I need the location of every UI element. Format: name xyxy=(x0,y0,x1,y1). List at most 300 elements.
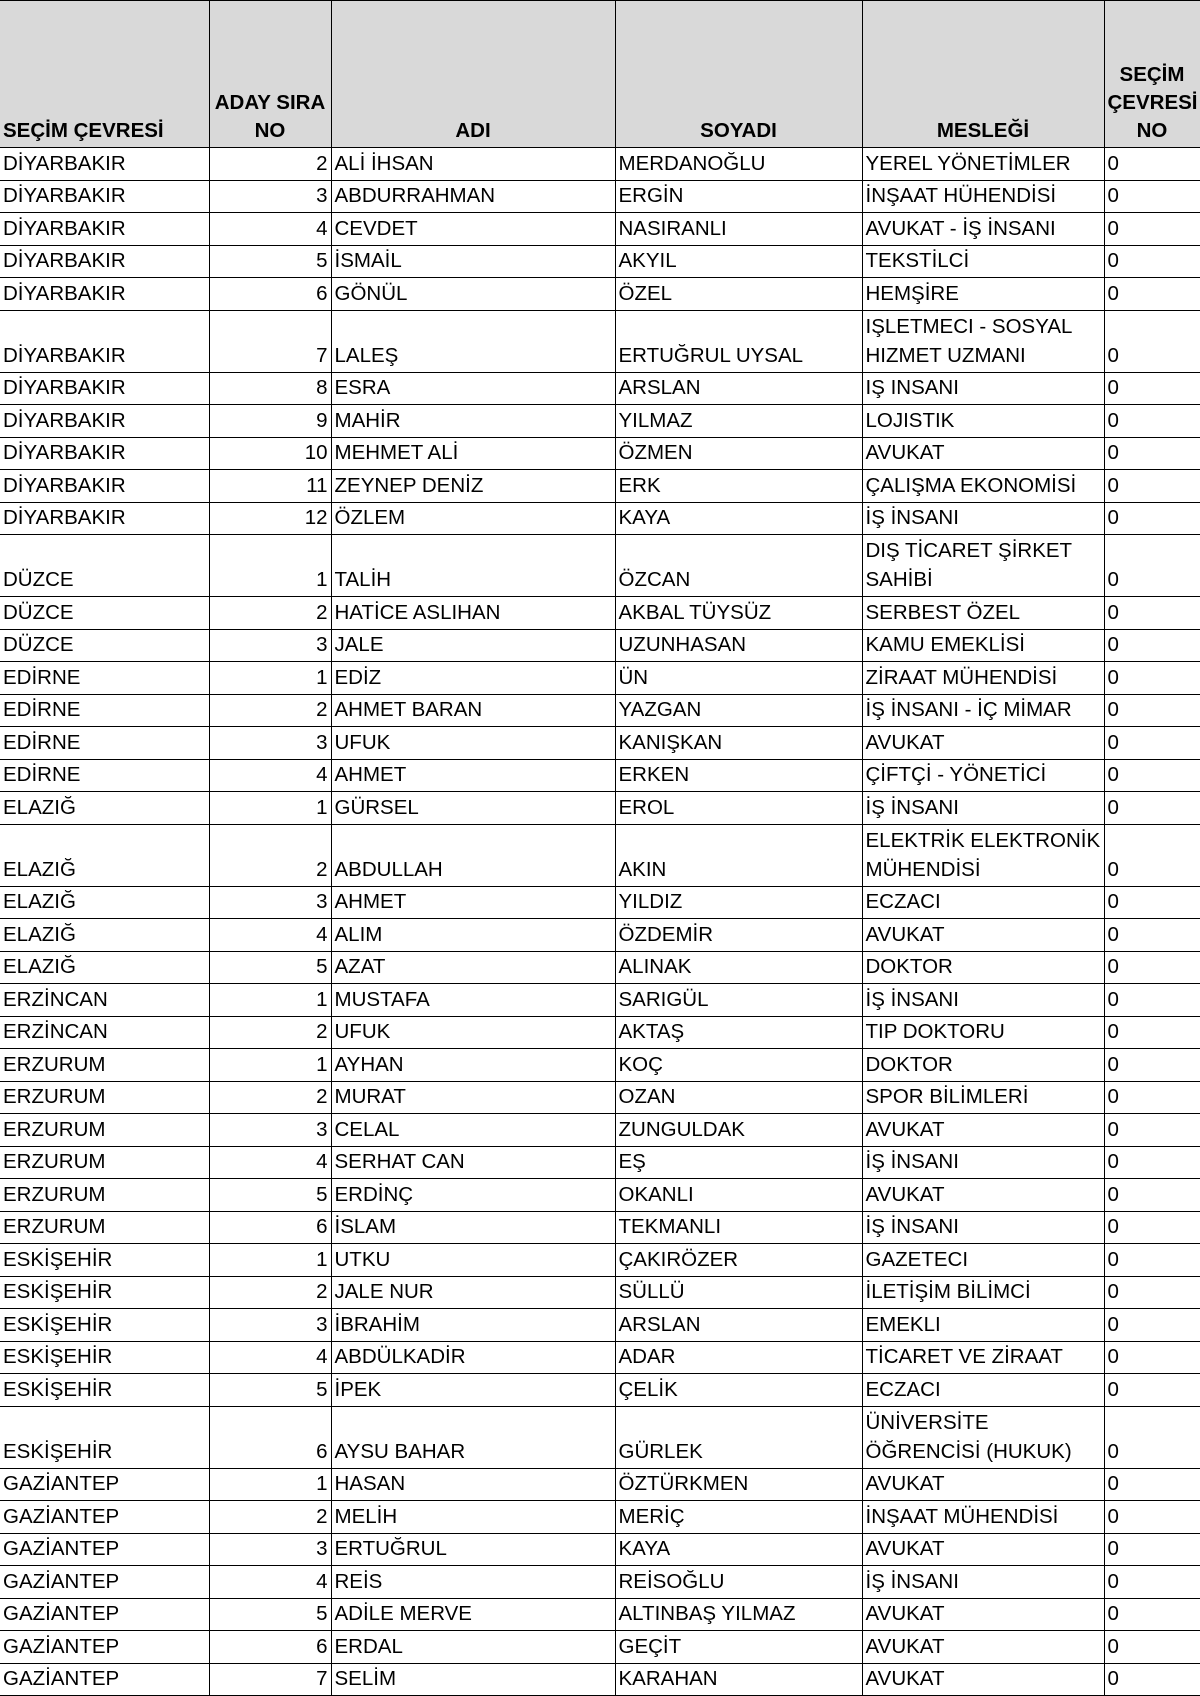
cell-secim-cevresi: ESKİŞEHİR xyxy=(0,1406,209,1468)
header-meslegi: MESLEĞİ xyxy=(862,1,1104,148)
cell-adi: HATİCE ASLIHAN xyxy=(331,597,615,630)
cell-adi: JALE xyxy=(331,629,615,662)
cell-aday-sira-no: 3 xyxy=(209,1114,331,1147)
cell-soyadi: NASIRANLI xyxy=(615,213,862,246)
table-row xyxy=(0,310,1200,372)
table-row xyxy=(0,1179,1200,1212)
table-row xyxy=(0,1114,1200,1147)
table-row xyxy=(0,245,1200,278)
cell-secim-cevresi: ERZİNCAN xyxy=(0,1016,209,1049)
cell-meslegi: LOJISTIK xyxy=(862,405,1104,438)
cell-meslegi: EMEKLI xyxy=(862,1309,1104,1342)
cell-secim-cevresi: ELAZIĞ xyxy=(0,824,209,886)
cell-secim-cevresi: ESKİŞEHİR xyxy=(0,1276,209,1309)
cell-aday-sira-no: 2 xyxy=(209,1016,331,1049)
cell-adi: CELAL xyxy=(331,1114,615,1147)
cell-adi: SERHAT CAN xyxy=(331,1146,615,1179)
cell-adi: AHMET xyxy=(331,886,615,919)
cell-aday-sira-no: 2 xyxy=(209,694,331,727)
cell-aday-sira-no: 4 xyxy=(209,919,331,952)
cell-aday-sira-no: 4 xyxy=(209,1566,331,1599)
cell-soyadi: EROL xyxy=(615,792,862,825)
cell-secim-cevresi-no: 0 xyxy=(1104,148,1200,181)
cell-soyadi: ÇAKIRÖZER xyxy=(615,1244,862,1277)
cell-meslegi: IŞLETMECI - SOSYAL HIZMET UZMANI xyxy=(862,310,1104,372)
cell-aday-sira-no: 5 xyxy=(209,951,331,984)
cell-soyadi: ÖZDEMİR xyxy=(615,919,862,952)
table-row xyxy=(0,372,1200,405)
cell-secim-cevresi: DİYARBAKIR xyxy=(0,502,209,535)
cell-secim-cevresi: EDİRNE xyxy=(0,694,209,727)
cell-secim-cevresi: ESKİŞEHİR xyxy=(0,1309,209,1342)
cell-secim-cevresi-no: 0 xyxy=(1104,792,1200,825)
cell-secim-cevresi-no: 0 xyxy=(1104,1663,1200,1696)
cell-aday-sira-no: 2 xyxy=(209,1501,331,1534)
cell-secim-cevresi-no: 0 xyxy=(1104,213,1200,246)
cell-aday-sira-no: 1 xyxy=(209,792,331,825)
cell-aday-sira-no: 2 xyxy=(209,1081,331,1114)
cell-secim-cevresi: DİYARBAKIR xyxy=(0,437,209,470)
cell-secim-cevresi: DİYARBAKIR xyxy=(0,180,209,213)
cell-secim-cevresi: ERZURUM xyxy=(0,1146,209,1179)
cell-secim-cevresi: ERZURUM xyxy=(0,1211,209,1244)
header-adi: ADI xyxy=(331,1,615,148)
cell-aday-sira-no: 6 xyxy=(209,278,331,311)
cell-aday-sira-no: 1 xyxy=(209,1049,331,1082)
cell-secim-cevresi: DÜZCE xyxy=(0,535,209,597)
cell-soyadi: ARSLAN xyxy=(615,1309,862,1342)
cell-soyadi: ÖZEL xyxy=(615,278,862,311)
cell-adi: ESRA xyxy=(331,372,615,405)
header-soyadi: SOYADI xyxy=(615,1,862,148)
cell-meslegi: ÜNİVERSİTE ÖĞRENCİSİ (HUKUK) xyxy=(862,1406,1104,1468)
cell-secim-cevresi-no: 0 xyxy=(1104,1114,1200,1147)
cell-soyadi: ADAR xyxy=(615,1341,862,1374)
cell-secim-cevresi-no: 0 xyxy=(1104,727,1200,760)
cell-soyadi: TEKMANLI xyxy=(615,1211,862,1244)
cell-meslegi: DIŞ TİCARET ŞİRKET SAHİBİ xyxy=(862,535,1104,597)
cell-meslegi: AVUKAT xyxy=(862,919,1104,952)
cell-adi: MAHİR xyxy=(331,405,615,438)
cell-meslegi: ECZACI xyxy=(862,1374,1104,1407)
cell-adi: LALEŞ xyxy=(331,310,615,372)
cell-adi: ABDURRAHMAN xyxy=(331,180,615,213)
header-secim-cevresi-no: SEÇİM ÇEVRESİ NO xyxy=(1104,1,1200,148)
cell-adi: JALE NUR xyxy=(331,1276,615,1309)
table-row xyxy=(0,1244,1200,1277)
cell-soyadi: ERK xyxy=(615,470,862,503)
cell-aday-sira-no: 5 xyxy=(209,1598,331,1631)
cell-secim-cevresi: DÜZCE xyxy=(0,597,209,630)
table-row xyxy=(0,1663,1200,1696)
cell-aday-sira-no: 3 xyxy=(209,629,331,662)
table-row xyxy=(0,951,1200,984)
cell-secim-cevresi: DİYARBAKIR xyxy=(0,278,209,311)
cell-soyadi: ÖZCAN xyxy=(615,535,862,597)
cell-secim-cevresi-no: 0 xyxy=(1104,597,1200,630)
cell-soyadi: ARSLAN xyxy=(615,372,862,405)
cell-soyadi: ERTUĞRUL UYSAL xyxy=(615,310,862,372)
cell-soyadi: ÖZMEN xyxy=(615,437,862,470)
cell-secim-cevresi-no: 0 xyxy=(1104,278,1200,311)
cell-secim-cevresi: ELAZIĞ xyxy=(0,951,209,984)
cell-soyadi: ZUNGULDAK xyxy=(615,1114,862,1147)
cell-secim-cevresi-no: 0 xyxy=(1104,984,1200,1017)
table-row xyxy=(0,213,1200,246)
cell-adi: UFUK xyxy=(331,727,615,760)
cell-adi: AHMET BARAN xyxy=(331,694,615,727)
cell-adi: SELİM xyxy=(331,1663,615,1696)
table-row xyxy=(0,437,1200,470)
table-row xyxy=(0,727,1200,760)
table-row xyxy=(0,597,1200,630)
cell-adi: ERTUĞRUL xyxy=(331,1533,615,1566)
cell-soyadi: EŞ xyxy=(615,1146,862,1179)
cell-secim-cevresi: ELAZIĞ xyxy=(0,886,209,919)
cell-secim-cevresi-no: 0 xyxy=(1104,502,1200,535)
cell-soyadi: GÜRLEK xyxy=(615,1406,862,1468)
cell-secim-cevresi-no: 0 xyxy=(1104,1016,1200,1049)
cell-aday-sira-no: 1 xyxy=(209,662,331,695)
cell-meslegi: İŞ İNSANI xyxy=(862,984,1104,1017)
cell-meslegi: AVUKAT xyxy=(862,1533,1104,1566)
cell-adi: ALIM xyxy=(331,919,615,952)
cell-meslegi: AVUKAT xyxy=(862,1114,1104,1147)
cell-meslegi: AVUKAT xyxy=(862,1468,1104,1501)
cell-aday-sira-no: 6 xyxy=(209,1211,331,1244)
cell-adi: AYHAN xyxy=(331,1049,615,1082)
table-row xyxy=(0,1406,1200,1468)
cell-aday-sira-no: 2 xyxy=(209,597,331,630)
cell-meslegi: AVUKAT xyxy=(862,1663,1104,1696)
cell-secim-cevresi-no: 0 xyxy=(1104,470,1200,503)
cell-aday-sira-no: 3 xyxy=(209,180,331,213)
cell-aday-sira-no: 5 xyxy=(209,1179,331,1212)
cell-meslegi: İŞ İNSANI xyxy=(862,1566,1104,1599)
cell-adi: MURAT xyxy=(331,1081,615,1114)
cell-aday-sira-no: 10 xyxy=(209,437,331,470)
cell-secim-cevresi-no: 0 xyxy=(1104,310,1200,372)
cell-meslegi: SERBEST ÖZEL xyxy=(862,597,1104,630)
cell-soyadi: SÜLLÜ xyxy=(615,1276,862,1309)
table-row xyxy=(0,1276,1200,1309)
cell-secim-cevresi: DÜZCE xyxy=(0,629,209,662)
cell-aday-sira-no: 11 xyxy=(209,470,331,503)
cell-adi: ALİ İHSAN xyxy=(331,148,615,181)
cell-aday-sira-no: 2 xyxy=(209,824,331,886)
cell-aday-sira-no: 7 xyxy=(209,310,331,372)
cell-secim-cevresi: GAZİANTEP xyxy=(0,1501,209,1534)
cell-adi: ERDİNÇ xyxy=(331,1179,615,1212)
table-row xyxy=(0,1631,1200,1664)
cell-secim-cevresi-no: 0 xyxy=(1104,1501,1200,1534)
header-aday-sira-no: ADAY SIRA NO xyxy=(209,1,331,148)
cell-meslegi: ÇİFTÇİ - YÖNETİCİ xyxy=(862,759,1104,792)
cell-secim-cevresi-no: 0 xyxy=(1104,1598,1200,1631)
cell-meslegi: AVUKAT xyxy=(862,1179,1104,1212)
cell-meslegi: AVUKAT xyxy=(862,1631,1104,1664)
cell-soyadi: MERİÇ xyxy=(615,1501,862,1534)
cell-aday-sira-no: 3 xyxy=(209,886,331,919)
table-row xyxy=(0,1016,1200,1049)
cell-secim-cevresi: DİYARBAKIR xyxy=(0,245,209,278)
cell-secim-cevresi-no: 0 xyxy=(1104,951,1200,984)
cell-soyadi: KAYA xyxy=(615,1533,862,1566)
cell-adi: MELİH xyxy=(331,1501,615,1534)
table-row xyxy=(0,759,1200,792)
cell-aday-sira-no: 7 xyxy=(209,1663,331,1696)
cell-secim-cevresi: DİYARBAKIR xyxy=(0,310,209,372)
cell-aday-sira-no: 5 xyxy=(209,245,331,278)
cell-secim-cevresi-no: 0 xyxy=(1104,1468,1200,1501)
table-row xyxy=(0,662,1200,695)
table-row xyxy=(0,502,1200,535)
cell-secim-cevresi: ERZURUM xyxy=(0,1049,209,1082)
cell-adi: İPEK xyxy=(331,1374,615,1407)
cell-secim-cevresi: GAZİANTEP xyxy=(0,1631,209,1664)
cell-aday-sira-no: 2 xyxy=(209,148,331,181)
cell-meslegi: SPOR BİLİMLERİ xyxy=(862,1081,1104,1114)
cell-secim-cevresi: DİYARBAKIR xyxy=(0,470,209,503)
cell-meslegi: IŞ INSANI xyxy=(862,372,1104,405)
cell-secim-cevresi: DİYARBAKIR xyxy=(0,405,209,438)
cell-secim-cevresi: DİYARBAKIR xyxy=(0,213,209,246)
table-row xyxy=(0,1211,1200,1244)
cell-soyadi: UZUNHASAN xyxy=(615,629,862,662)
cell-aday-sira-no: 9 xyxy=(209,405,331,438)
cell-meslegi: DOKTOR xyxy=(862,951,1104,984)
cell-aday-sira-no: 1 xyxy=(209,1244,331,1277)
cell-aday-sira-no: 2 xyxy=(209,1276,331,1309)
table-row xyxy=(0,1598,1200,1631)
cell-meslegi: İŞ İNSANI xyxy=(862,1211,1104,1244)
cell-secim-cevresi-no: 0 xyxy=(1104,180,1200,213)
cell-aday-sira-no: 12 xyxy=(209,502,331,535)
cell-secim-cevresi: ELAZIĞ xyxy=(0,792,209,825)
cell-secim-cevresi: ERZİNCAN xyxy=(0,984,209,1017)
cell-aday-sira-no: 5 xyxy=(209,1374,331,1407)
cell-secim-cevresi-no: 0 xyxy=(1104,1276,1200,1309)
table-row xyxy=(0,1309,1200,1342)
cell-secim-cevresi-no: 0 xyxy=(1104,759,1200,792)
header-row xyxy=(0,1,1200,148)
cell-aday-sira-no: 4 xyxy=(209,1146,331,1179)
table-row xyxy=(0,1341,1200,1374)
table-body xyxy=(0,148,1200,1696)
table-row xyxy=(0,1501,1200,1534)
cell-soyadi: KANIŞKAN xyxy=(615,727,862,760)
cell-aday-sira-no: 3 xyxy=(209,1533,331,1566)
cell-adi: REİS xyxy=(331,1566,615,1599)
cell-secim-cevresi-no: 0 xyxy=(1104,405,1200,438)
cell-adi: GÜRSEL xyxy=(331,792,615,825)
cell-adi: GÖNÜL xyxy=(331,278,615,311)
table-row xyxy=(0,1374,1200,1407)
cell-soyadi: KAYA xyxy=(615,502,862,535)
cell-aday-sira-no: 3 xyxy=(209,727,331,760)
cell-soyadi: KARAHAN xyxy=(615,1663,862,1696)
cell-aday-sira-no: 6 xyxy=(209,1406,331,1468)
cell-meslegi: İLETİŞİM BİLİMCİ xyxy=(862,1276,1104,1309)
cell-secim-cevresi: GAZİANTEP xyxy=(0,1598,209,1631)
cell-meslegi: İŞ İNSANI xyxy=(862,1146,1104,1179)
cell-secim-cevresi-no: 0 xyxy=(1104,1406,1200,1468)
cell-soyadi: YILMAZ xyxy=(615,405,862,438)
cell-secim-cevresi: EDİRNE xyxy=(0,662,209,695)
cell-secim-cevresi: GAZİANTEP xyxy=(0,1533,209,1566)
cell-secim-cevresi-no: 0 xyxy=(1104,1631,1200,1664)
table-row xyxy=(0,694,1200,727)
cell-aday-sira-no: 1 xyxy=(209,984,331,1017)
cell-meslegi: İŞ İNSANI - İÇ MİMAR xyxy=(862,694,1104,727)
cell-aday-sira-no: 4 xyxy=(209,1341,331,1374)
cell-secim-cevresi-no: 0 xyxy=(1104,245,1200,278)
cell-aday-sira-no: 1 xyxy=(209,535,331,597)
cell-soyadi: GEÇİT xyxy=(615,1631,862,1664)
cell-meslegi: YEREL YÖNETİMLER xyxy=(862,148,1104,181)
cell-secim-cevresi-no: 0 xyxy=(1104,437,1200,470)
cell-meslegi: DOKTOR xyxy=(862,1049,1104,1082)
cell-secim-cevresi-no: 0 xyxy=(1104,1049,1200,1082)
cell-soyadi: OKANLI xyxy=(615,1179,862,1212)
cell-secim-cevresi: ERZURUM xyxy=(0,1081,209,1114)
cell-soyadi: OZAN xyxy=(615,1081,862,1114)
cell-meslegi: KAMU EMEKLİSİ xyxy=(862,629,1104,662)
table-row xyxy=(0,470,1200,503)
cell-adi: ADİLE MERVE xyxy=(331,1598,615,1631)
cell-meslegi: İŞ İNSANI xyxy=(862,502,1104,535)
cell-adi: ABDULLAH xyxy=(331,824,615,886)
cell-secim-cevresi-no: 0 xyxy=(1104,1211,1200,1244)
cell-secim-cevresi: DİYARBAKIR xyxy=(0,148,209,181)
cell-secim-cevresi: ERZURUM xyxy=(0,1179,209,1212)
cell-soyadi: KOÇ xyxy=(615,1049,862,1082)
cell-adi: İSLAM xyxy=(331,1211,615,1244)
cell-adi: MUSTAFA xyxy=(331,984,615,1017)
cell-soyadi: REİSOĞLU xyxy=(615,1566,862,1599)
cell-secim-cevresi-no: 0 xyxy=(1104,662,1200,695)
cell-secim-cevresi-no: 0 xyxy=(1104,1081,1200,1114)
cell-meslegi: TİCARET VE ZİRAAT xyxy=(862,1341,1104,1374)
cell-soyadi: AKYIL xyxy=(615,245,862,278)
table-row xyxy=(0,1146,1200,1179)
cell-meslegi: GAZETECI xyxy=(862,1244,1104,1277)
cell-secim-cevresi: EDİRNE xyxy=(0,727,209,760)
cell-adi: ABDÜLKADİR xyxy=(331,1341,615,1374)
cell-soyadi: MERDANOĞLU xyxy=(615,148,862,181)
table-row xyxy=(0,1049,1200,1082)
table-row xyxy=(0,886,1200,919)
cell-aday-sira-no: 4 xyxy=(209,759,331,792)
cell-soyadi: ALTINBAŞ YILMAZ xyxy=(615,1598,862,1631)
cell-secim-cevresi-no: 0 xyxy=(1104,372,1200,405)
header-secim-cevresi: SEÇİM ÇEVRESİ xyxy=(0,1,209,148)
cell-meslegi: TEKSTİLCİ xyxy=(862,245,1104,278)
cell-meslegi: HEMŞİRE xyxy=(862,278,1104,311)
cell-meslegi: AVUKAT xyxy=(862,727,1104,760)
cell-secim-cevresi: GAZİANTEP xyxy=(0,1468,209,1501)
cell-soyadi: SARIGÜL xyxy=(615,984,862,1017)
cell-adi: İBRAHİM xyxy=(331,1309,615,1342)
cell-soyadi: ALINAK xyxy=(615,951,862,984)
table-row xyxy=(0,792,1200,825)
cell-meslegi: ELEKTRİK ELEKTRONİK MÜHENDİSİ xyxy=(862,824,1104,886)
cell-meslegi: ECZACI xyxy=(862,886,1104,919)
cell-secim-cevresi: ERZURUM xyxy=(0,1114,209,1147)
cell-adi: AHMET xyxy=(331,759,615,792)
table-row xyxy=(0,180,1200,213)
cell-secim-cevresi-no: 0 xyxy=(1104,1244,1200,1277)
cell-adi: UFUK xyxy=(331,1016,615,1049)
table-row xyxy=(0,1081,1200,1114)
cell-secim-cevresi-no: 0 xyxy=(1104,629,1200,662)
cell-meslegi: AVUKAT xyxy=(862,437,1104,470)
cell-adi: MEHMET ALİ xyxy=(331,437,615,470)
cell-soyadi: AKTAŞ xyxy=(615,1016,862,1049)
cell-soyadi: ÜN xyxy=(615,662,862,695)
table-row xyxy=(0,1566,1200,1599)
cell-meslegi: İNŞAAT MÜHENDİSİ xyxy=(862,1501,1104,1534)
cell-soyadi: ERGİN xyxy=(615,180,862,213)
table-row xyxy=(0,535,1200,597)
cell-secim-cevresi-no: 0 xyxy=(1104,1374,1200,1407)
cell-adi: AZAT xyxy=(331,951,615,984)
cell-secim-cevresi: DİYARBAKIR xyxy=(0,372,209,405)
cell-meslegi: ÇALIŞMA EKONOMİSİ xyxy=(862,470,1104,503)
table-row xyxy=(0,919,1200,952)
cell-secim-cevresi-no: 0 xyxy=(1104,1566,1200,1599)
cell-adi: AYSU BAHAR xyxy=(331,1406,615,1468)
table-row xyxy=(0,405,1200,438)
cell-secim-cevresi: ESKİŞEHİR xyxy=(0,1374,209,1407)
cell-adi: EDİZ xyxy=(331,662,615,695)
cell-secim-cevresi-no: 0 xyxy=(1104,535,1200,597)
cell-aday-sira-no: 1 xyxy=(209,1468,331,1501)
cell-soyadi: AKIN xyxy=(615,824,862,886)
cell-aday-sira-no: 4 xyxy=(209,213,331,246)
table-row xyxy=(0,824,1200,886)
cell-secim-cevresi-no: 0 xyxy=(1104,1341,1200,1374)
cell-soyadi: ÇELİK xyxy=(615,1374,862,1407)
cell-secim-cevresi-no: 0 xyxy=(1104,824,1200,886)
cell-secim-cevresi-no: 0 xyxy=(1104,1179,1200,1212)
cell-meslegi: AVUKAT xyxy=(862,1598,1104,1631)
cell-secim-cevresi: GAZİANTEP xyxy=(0,1663,209,1696)
cell-meslegi: TIP DOKTORU xyxy=(862,1016,1104,1049)
cell-secim-cevresi-no: 0 xyxy=(1104,694,1200,727)
cell-aday-sira-no: 6 xyxy=(209,1631,331,1664)
cell-adi: TALİH xyxy=(331,535,615,597)
cell-meslegi: AVUKAT - İŞ İNSANI xyxy=(862,213,1104,246)
cell-secim-cevresi-no: 0 xyxy=(1104,886,1200,919)
cell-meslegi: İŞ İNSANI xyxy=(862,792,1104,825)
cell-adi: CEVDET xyxy=(331,213,615,246)
cell-adi: ÖZLEM xyxy=(331,502,615,535)
cell-secim-cevresi: ELAZIĞ xyxy=(0,919,209,952)
cell-aday-sira-no: 8 xyxy=(209,372,331,405)
cell-adi: İSMAİL xyxy=(331,245,615,278)
cell-secim-cevresi: ESKİŞEHİR xyxy=(0,1341,209,1374)
cell-aday-sira-no: 3 xyxy=(209,1309,331,1342)
table-row xyxy=(0,1533,1200,1566)
cell-meslegi: İNŞAAT HÜHENDİSİ xyxy=(862,180,1104,213)
cell-soyadi: YAZGAN xyxy=(615,694,862,727)
cell-secim-cevresi-no: 0 xyxy=(1104,1533,1200,1566)
cell-secim-cevresi: GAZİANTEP xyxy=(0,1566,209,1599)
cell-secim-cevresi: EDİRNE xyxy=(0,759,209,792)
cell-secim-cevresi-no: 0 xyxy=(1104,919,1200,952)
cell-secim-cevresi-no: 0 xyxy=(1104,1309,1200,1342)
